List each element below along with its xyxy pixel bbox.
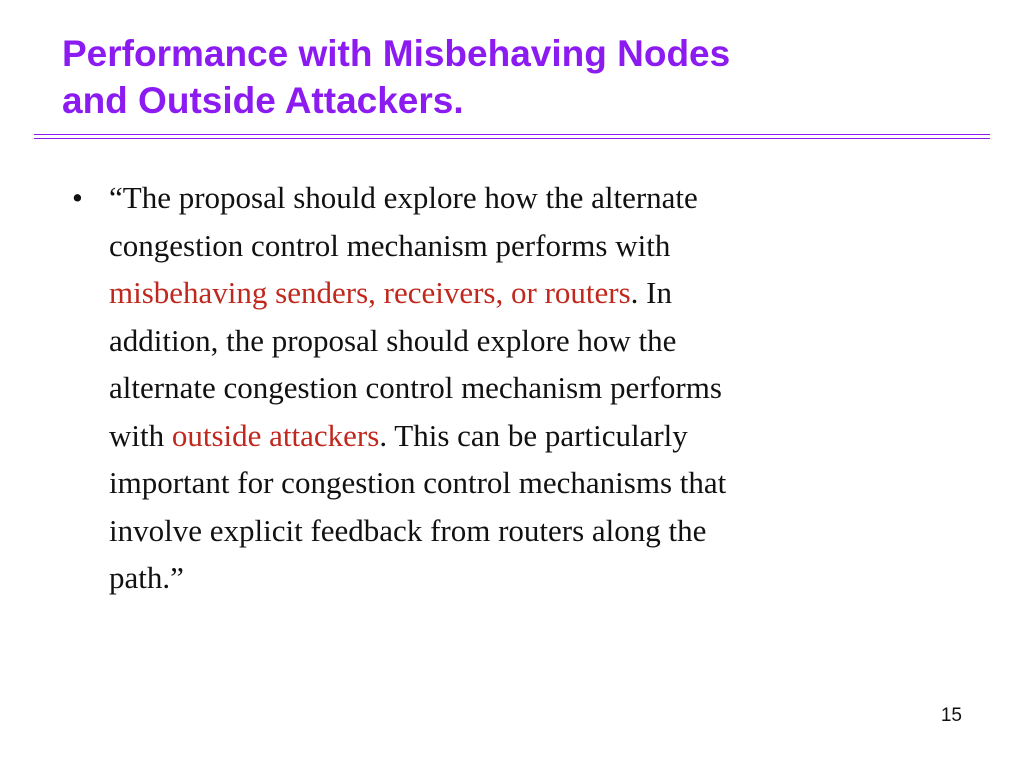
bullet-item [72, 174, 932, 602]
bullet-text: “The proposal should explore how the alternate [109, 180, 698, 215]
bullet-text: . In [630, 275, 672, 310]
bullet-text: important for congestion control mechanisms that [109, 465, 727, 500]
slide-title-line-1: Performance with Misbehaving Nodes [62, 33, 731, 74]
highlight-misbehaving-nodes: misbehaving senders, receivers, or routers [109, 275, 631, 310]
bullet-line-2 [109, 222, 932, 270]
title-divider-bottom [34, 138, 990, 139]
bullet-text: congestion control mechanism performs with [109, 227, 671, 263]
bullet-line-8 [109, 507, 932, 555]
bullet-text: with [109, 417, 172, 453]
bullet-line-7 [109, 459, 932, 507]
bullet-text: involve explicit feedback from routers along the [109, 512, 707, 548]
bullet-line-4 [109, 317, 932, 365]
slide-title [62, 30, 982, 124]
slide-body [72, 174, 932, 602]
highlight-outside-attackers: outside attackers [171, 417, 380, 453]
bullet-text: alternate congestion control mechanism performs [109, 370, 722, 405]
slide-title-line-2: and Outside Attackers. [62, 80, 464, 121]
bullet-text: . This can be particularly [379, 417, 688, 453]
title-divider-top [34, 134, 990, 135]
bullet-marker: • [72, 180, 83, 215]
bullet-line-5 [109, 364, 932, 412]
page-number: 15 [940, 705, 962, 726]
bullet-text: path.” [109, 560, 184, 595]
bullet-line-3 [109, 269, 932, 317]
bullet-line-1 [109, 174, 932, 222]
bullet-text: addition, the proposal should explore how the [109, 322, 677, 358]
bullet-line-6 [109, 412, 932, 460]
bullet-line-9 [109, 554, 932, 602]
